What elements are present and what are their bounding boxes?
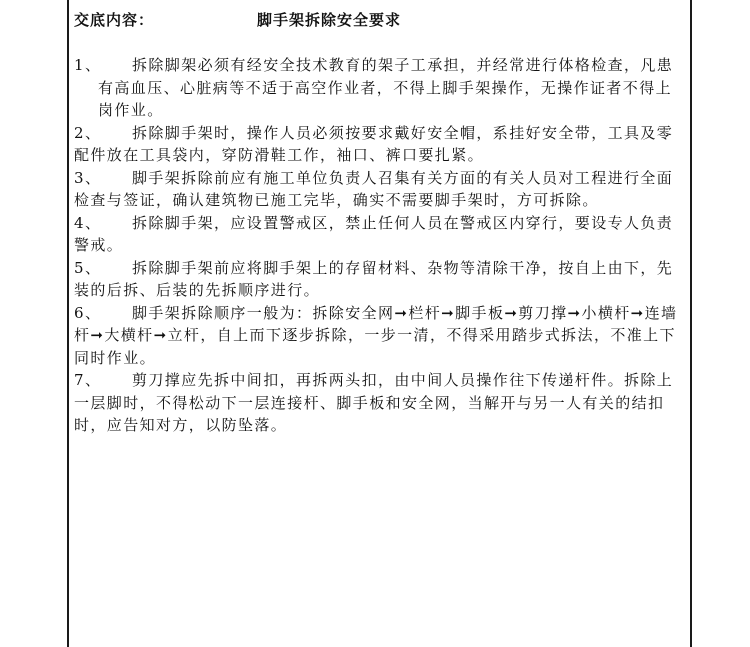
list-item bbox=[74, 369, 684, 437]
list-item bbox=[74, 122, 684, 167]
list-item bbox=[74, 54, 684, 122]
item-number: 6、 bbox=[74, 303, 102, 322]
item-number: 3、 bbox=[74, 168, 102, 187]
item-number: 5、 bbox=[74, 258, 102, 277]
requirements-list bbox=[74, 54, 684, 437]
list-item bbox=[74, 257, 684, 302]
list-item bbox=[74, 302, 684, 370]
item-text: 拆除脚手架前应将脚手架上的存留材料、杂物等清除干净，按自上由下，先装的后拆、后装的先拆顺序进行。 bbox=[74, 258, 674, 299]
item-number: 4、 bbox=[74, 213, 102, 232]
item-number: 2、 bbox=[74, 123, 102, 142]
list-item bbox=[74, 167, 684, 212]
item-text: 拆除脚架必须有经安全技术教育的架子工承担，并经常进行体格检查，凡患有高血压、心脏病等不适于高空作业者，不得上脚手架操作，无操作证者不得上岗作业。 bbox=[98, 56, 674, 119]
item-text: 脚手架拆除顺序一般为：拆除安全网➞栏杆➞脚手板➞剪刀撑➞小横杆➞连墙杆➞大横杆➞立杆，自上而下逐步拆除，一步一清，不得采用踏步式拆法，不准上下同时作业。 bbox=[74, 303, 678, 367]
document-title: 脚手架拆除安全要求 bbox=[257, 11, 402, 29]
item-number: 1、 bbox=[74, 56, 102, 74]
item-text: 拆除脚手架时，操作人员必须按要求戴好安全帽，系挂好安全带，工具及零配件放在工具袋内，穿防滑鞋工作，袖口、裤口要扎紧。 bbox=[74, 123, 674, 164]
item-text: 脚手架拆除前应有施工单位负责人召集有关方面的有关人员对工程进行全面检查与签证，确认建筑物已施工完毕，确实不需要脚手架时，方可拆除。 bbox=[74, 168, 674, 209]
item-number: 7、 bbox=[74, 371, 102, 389]
header-label: 交底内容： bbox=[74, 11, 155, 29]
list-item bbox=[74, 212, 684, 257]
header bbox=[74, 9, 402, 30]
item-text: 拆除脚手架，应设置警戒区，禁止任何人员在警戒区内穿行，要设专人负责警戒。 bbox=[74, 213, 674, 254]
item-text: 剪刀撑应先拆中间扣，再拆两头扣，由中间人员操作往下传递杆件。拆除上一层脚时，不得松动下一层连接杆、脚手板和安全网，当解开与另一人有关的结扣时，应告知对方，以防坠落。 bbox=[74, 371, 674, 434]
